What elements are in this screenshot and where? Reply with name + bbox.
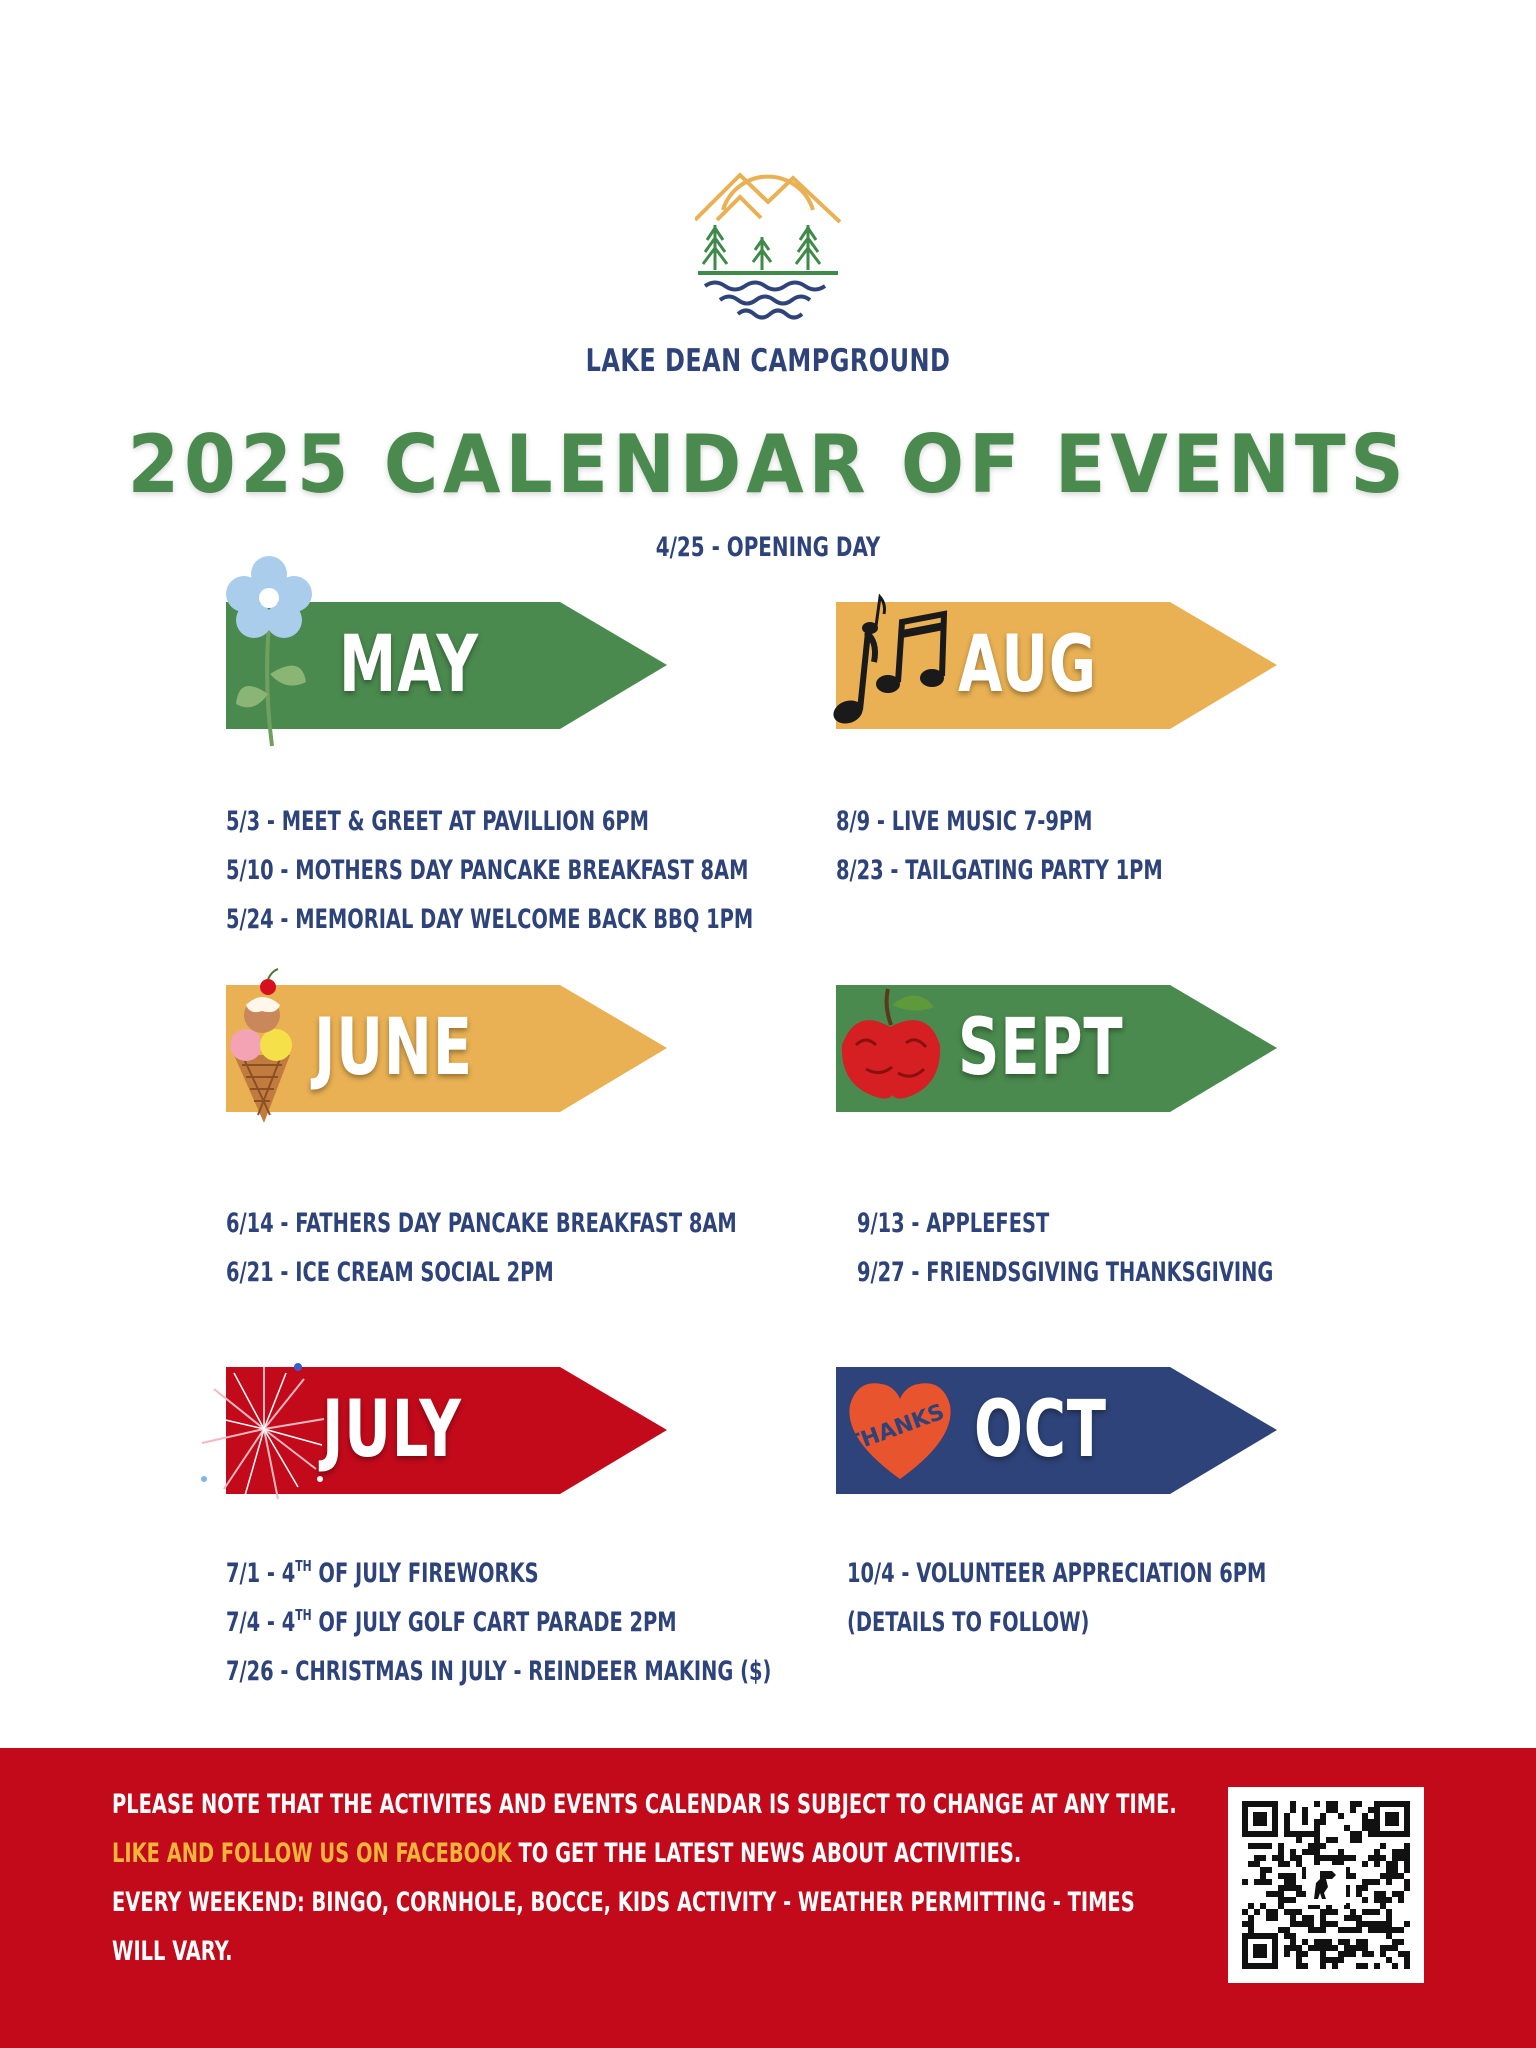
banner-may bbox=[226, 602, 667, 729]
thanks-heart-text: THANKS bbox=[843, 1399, 948, 1459]
thanks-heart-icon bbox=[842, 1375, 958, 1489]
oct-events bbox=[847, 1549, 1371, 1647]
event-aug-2: 8/23 - TAILGATING PARTY 1PM bbox=[836, 855, 1163, 886]
event-sept-1: 9/13 - APPLEFEST bbox=[857, 1208, 1050, 1239]
month-label-aug: AUG bbox=[958, 620, 1097, 710]
event-may-3: 5/24 - MEMORIAL DAY WELCOME BACK BBQ 1PM bbox=[226, 904, 754, 935]
banner-sept bbox=[836, 985, 1277, 1112]
event-oct-1: 10/4 - VOLUNTEER APPRECIATION 6PM bbox=[847, 1558, 1267, 1589]
month-label-june: JUNE bbox=[314, 1003, 473, 1093]
opening-day: 4/25 - OPENING DAY bbox=[655, 532, 881, 563]
event-july-1: 7/1 - 4TH OF JULY FIREWORKS bbox=[226, 1557, 539, 1589]
event-june-1: 6/14 - FATHERS DAY PANCAKE BREAKFAST 8AM bbox=[226, 1208, 737, 1239]
may-events bbox=[226, 797, 885, 944]
banner-june bbox=[226, 985, 667, 1112]
june-events bbox=[226, 1199, 864, 1297]
footer-line-4: WILL VARY. bbox=[112, 1936, 233, 1967]
event-july-3: 7/26 - CHRISTMAS IN JULY - REINDEER MAKING ($) bbox=[226, 1656, 772, 1687]
footer-notice bbox=[112, 1780, 1212, 1976]
event-may-2: 5/10 - MOTHERS DAY PANCAKE BREAKFAST 8AM bbox=[226, 855, 749, 886]
page-title: 2025 CALENDAR OF EVENTS bbox=[127, 418, 1409, 511]
month-label-oct: OCT bbox=[974, 1385, 1107, 1475]
july-events bbox=[226, 1549, 908, 1696]
month-label-sept: SEPT bbox=[958, 1003, 1124, 1093]
music-notes-icon bbox=[830, 592, 950, 736]
event-july-2: 7/4 - 4TH OF JULY GOLF CART PARADE 2PM bbox=[226, 1606, 677, 1638]
fireworks-icon bbox=[194, 1359, 334, 1513]
flower-icon bbox=[224, 554, 314, 758]
event-june-2: 6/21 - ICE CREAM SOCIAL 2PM bbox=[226, 1257, 554, 1288]
sept-events bbox=[857, 1199, 1377, 1297]
banner-aug bbox=[836, 602, 1277, 729]
footer-line-2: LIKE AND FOLLOW US ON FACEBOOK TO GET THE LATEST NEWS ABOUT ACTIVITIES. bbox=[112, 1838, 1022, 1869]
aug-events bbox=[836, 797, 1244, 895]
campground-logo bbox=[695, 140, 841, 330]
event-oct-2: (DETAILS TO FOLLOW) bbox=[847, 1607, 1090, 1638]
qr-code-icon[interactable] bbox=[1228, 1787, 1424, 1983]
event-sept-2: 9/27 - FRIENDSGIVING THANKSGIVING bbox=[857, 1257, 1274, 1288]
footer-line-3: EVERY WEEKEND: BINGO, CORNHOLE, BOCCE, KIDS ACTIVITY - WEATHER PERMITTING - TIMES bbox=[112, 1887, 1135, 1918]
campground-name: LAKE DEAN CAMPGROUND bbox=[585, 343, 951, 379]
footer-line-1: PLEASE NOTE THAT THE ACTIVITES AND EVENTS CALENDAR IS SUBJECT TO CHANGE AT ANY TIME. bbox=[112, 1789, 1177, 1820]
event-may-1: 5/3 - MEET & GREET AT PAVILLION 6PM bbox=[226, 806, 649, 837]
banner-oct bbox=[836, 1367, 1277, 1494]
facebook-link[interactable]: LIKE AND FOLLOW US ON FACEBOOK bbox=[112, 1838, 512, 1869]
month-label-may: MAY bbox=[339, 620, 479, 710]
apple-icon bbox=[836, 985, 946, 1109]
ice-cream-cone-icon bbox=[224, 965, 304, 1129]
banner-july bbox=[226, 1367, 667, 1494]
event-aug-1: 8/9 - LIVE MUSIC 7-9PM bbox=[836, 806, 1093, 837]
month-label-july: JULY bbox=[322, 1385, 462, 1475]
